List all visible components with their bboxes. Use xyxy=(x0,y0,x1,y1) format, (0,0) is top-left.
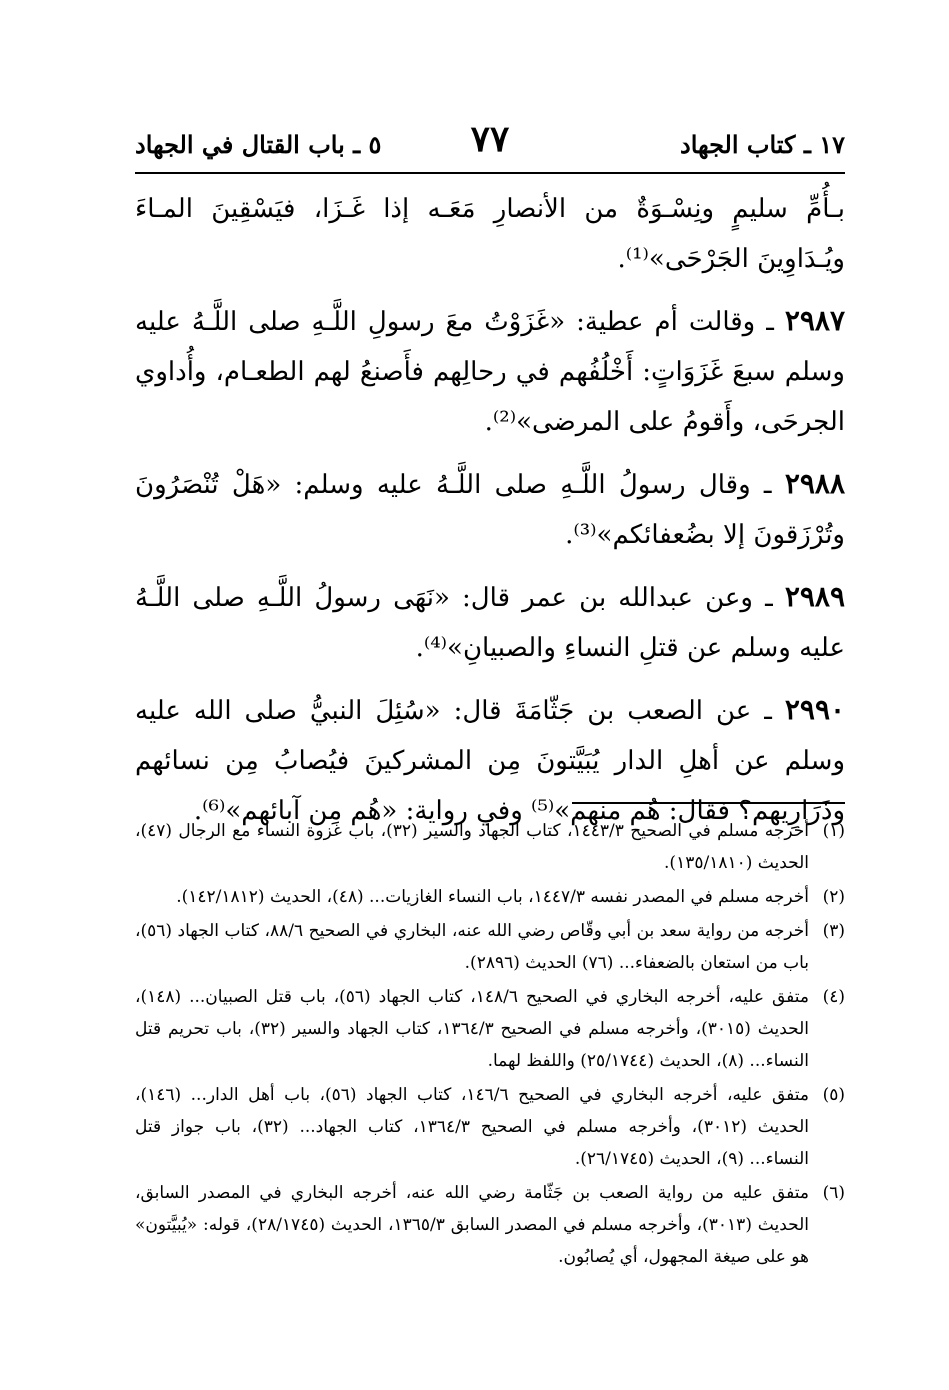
header-divider xyxy=(135,172,845,174)
hadith-number: ٢٩٩٠ xyxy=(784,693,846,726)
footnote xyxy=(135,1079,845,1175)
footnote xyxy=(135,881,845,913)
hadith-number: ٢٩٨٧ xyxy=(784,304,845,337)
footnote-text: أخرجه مسلم في الصحيح ١٤٤٣/٣، كتاب الجهاد والسير (٣٢)، باب غزوة النساء مع الرجال (٤٧)، الحديث (١٣٥/١٨١٠). xyxy=(135,821,809,873)
hadith-paragraph xyxy=(135,183,845,284)
footnote-divider xyxy=(572,802,845,804)
footnote-marker: (٣) xyxy=(822,921,845,941)
footnote-text: متفق عليه من رواية الصعب بن جَثّامة رضي الله عنه، أخرجه البخاري في المصدر السابق، الحديث (٣٠١٣)، وأخرجه مسلم في المصدر السابق ١٣٦٥/٣، الحديث (٢٨/١٧٤٥)، قوله: «يُبيَّتون» هو على صيغة المجهول، أي يُصابُون. xyxy=(135,1183,810,1267)
hadith-number: ٢٩٨٩ xyxy=(784,580,845,613)
footnote-text: متفق عليه، أخرجه البخاري في الصحيح ١٤٨/٦، كتاب الجهاد (٥٦)، باب قتل الصبيان... (١٤٨)، الحديث (٣٠١٥)، وأخرجه مسلم في الصحيح ١٣٦٤/٣، كتاب الجهاد والسير (٣٢)، باب تحريم قتل النساء... (٨)، الحديث (٢٥/١٧٤٤) واللفظ لهما. xyxy=(135,987,809,1071)
main-text xyxy=(135,183,845,848)
hadith-text: بـأُمِّ سليمٍ ونِسْـوَةٌ من الأنصارِ مَعَـه إذا غَـزَا، فيَسْقِينَ المـاءَ ويُـدَاوِينَ الجَرْحَى»⁽¹⁾. xyxy=(135,194,845,274)
hadith-paragraph xyxy=(135,572,845,673)
footnote xyxy=(135,815,845,879)
hadith-text: ـ عن الصعب بن جَثّامَةَ قال: «سُئِلَ النبيُّ صلى الله عليه وسلم عن أهلِ الدار يُبَيَّتونَ مِن المشركينَ فيُصابُ مِن نسائهم وذَرَارِيهم؟ فقال: هُم منهم»⁽⁵⁾ وفي رواية: «هُم مِن آبائهم»⁽⁶⁾. xyxy=(135,696,845,826)
hadith-paragraph xyxy=(135,459,845,560)
running-header xyxy=(135,118,845,168)
footnote-text: أخرجه من رواية سعد بن أبي وقّاص رضي الله عنه، البخاري في الصحيح ٨٨/٦، كتاب الجهاد (٥٦)، باب من استعان بالضعفاء... (٧٦) الحديث (٢٨٩٦). xyxy=(135,921,809,973)
footnote-marker: (٢) xyxy=(822,887,845,907)
footnote-text: أخرجه مسلم في المصدر نفسه ١٤٤٧/٣، باب النساء الغازيات... (٤٨)، الحديث (١٤٢/١٨١٢). xyxy=(176,887,809,907)
footnote-marker: (٥) xyxy=(822,1085,845,1105)
footnote-marker: (١) xyxy=(822,821,845,841)
hadith-number: ٢٩٨٨ xyxy=(784,467,845,500)
footnotes xyxy=(135,815,845,1275)
footnote xyxy=(135,915,845,979)
hadith-text: ـ وقالت أم عطية: «غَزَوْتُ معَ رسولِ اللَّـهِ صلى اللَّـهُ عليه وسلم سبعَ غَزَوَاتٍ: أَخْلُفُهم في رحالِهم فأَصنعُ لهم الطعـام، وأُداوي الجرحَى، وأَقومُ على المرضى»⁽²⁾. xyxy=(135,307,845,437)
header-book-title: ١٧ ـ كتاب الجهاد xyxy=(680,130,845,159)
footnote-marker: (٤) xyxy=(822,987,845,1007)
footnote xyxy=(135,981,845,1077)
header-chapter-title: ٥ ـ باب القتال في الجهاد xyxy=(135,130,382,159)
hadith-paragraph xyxy=(135,296,845,447)
hadith-text: ـ وعن عبدالله بن عمر قال: «نَهَى رسولُ اللَّـهِ صلى اللَّـهُ عليه وسلم عن قتلِ النساءِ والصبيانِ»⁽⁴⁾. xyxy=(135,583,845,663)
hadith-text: ـ وقال رسولُ اللَّـهِ صلى اللَّـهُ عليه وسلم: «هَلْ تُنْصَرُونَ وتُرْزَقونَ إلا بضُعفائكم»⁽³⁾. xyxy=(135,470,845,550)
hadith-paragraph xyxy=(135,685,845,836)
page-number: ٧٧ xyxy=(470,118,510,160)
footnote-text: متفق عليه، أخرجه البخاري في الصحيح ١٤٦/٦، كتاب الجهاد (٥٦)، باب أهل الدار... (١٤٦)، الحديث (٣٠١٢)، وأخرجه مسلم في الصحيح ١٣٦٤/٣، كتاب الجهاد... (٣٢)، باب جواز قتل النساء... (٩)، الحديث (٢٦/١٧٤٥). xyxy=(135,1085,809,1169)
footnote xyxy=(135,1177,845,1273)
footnote-marker: (٦) xyxy=(822,1183,845,1203)
